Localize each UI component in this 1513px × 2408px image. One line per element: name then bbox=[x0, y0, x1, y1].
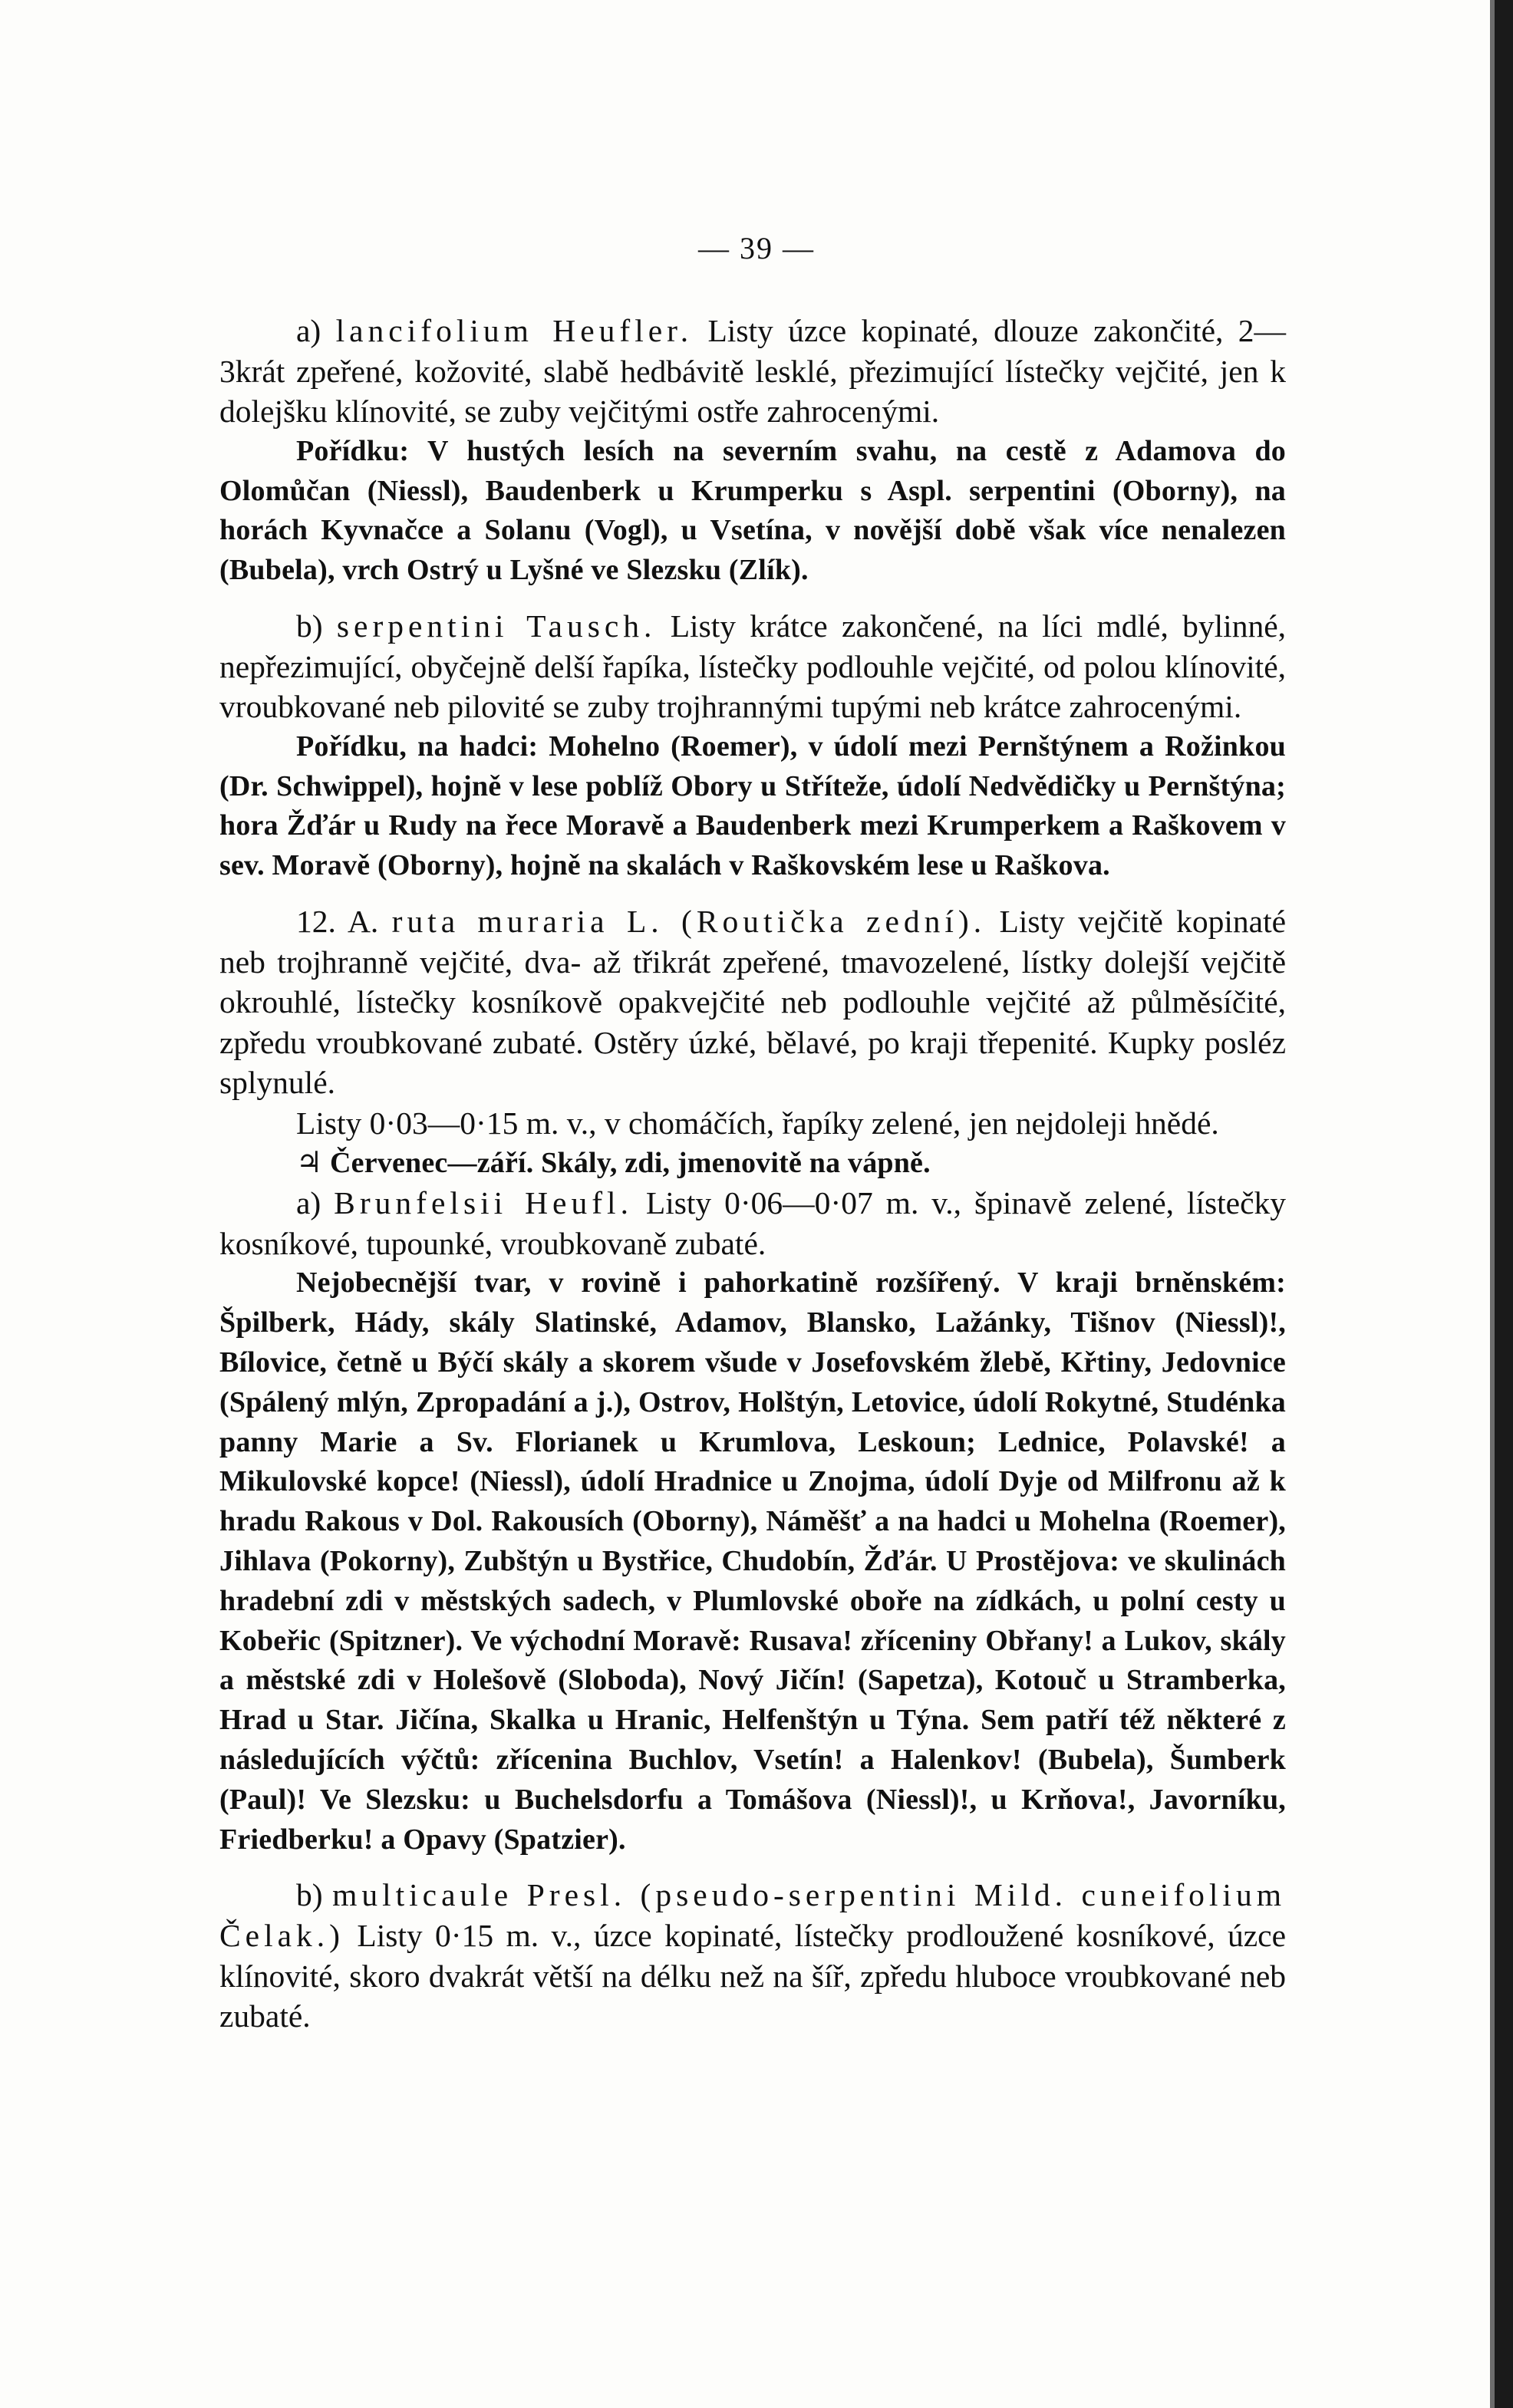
paragraph-lancifolium-localities: Pořídku: V hustých lesích na severním svahu, na cestě z Adamova do Olomůčan (Niessl), Baudenberk u Krumperku s Aspl. serpentini (Oborny), na horách Kyvnačce a Solanu (Vogl), u Vsetína, v novější době však více nenalezen (Bubela), vrch Ostrý u Lyšné ve Slezsku (Zlík). bbox=[219, 434, 1286, 587]
taxon-name: ruta muraria L. (Routička zední). bbox=[391, 903, 987, 939]
item-label: b) bbox=[296, 608, 323, 644]
paragraph-text: Listy 0·15 m. v., úzce kopinaté, lístečky prodloužené kosníkové, úzce klínovité, skoro dvakrát větší na délku než na šíř, zpředu hluboce vroubkované neb zubaté. bbox=[219, 1918, 1287, 2034]
paragraph-ruta-season bbox=[219, 1144, 1286, 1184]
taxon-name: serpentini Tausch. bbox=[336, 608, 657, 644]
paragraph-text: Listy úzce kopinaté, dlouze zakončité, 2—3krát zpeřené, kožovité, slabě hedbávitě lesklé, přezimující lístečky vejčité, jen k dolejšku klínovité, se zuby vejčitými ostře zahrocenými. bbox=[219, 313, 1287, 430]
item-label: b) bbox=[296, 1877, 323, 1913]
paragraph-brunfelsii bbox=[219, 1183, 1286, 1263]
paragraph-serpentini bbox=[219, 606, 1286, 727]
text-body bbox=[219, 311, 1286, 2037]
paragraph-multicaule bbox=[219, 1875, 1286, 2036]
paragraph-ruta-muraria bbox=[219, 901, 1286, 1103]
paragraph-text: Červenec—září. Skály, zdi, jmenovitě na vápně. bbox=[329, 1146, 931, 1179]
taxon-name: multicaule Presl. (pseudo-serpentini Mild. cuneifolium Čelak.) bbox=[219, 1877, 1286, 1954]
paragraph-lancifolium bbox=[219, 311, 1286, 432]
item-label: a) bbox=[296, 313, 321, 348]
taxon-name: lancifolium Heufler. bbox=[335, 313, 694, 348]
taxon-name: Brunfelsii Heufl. bbox=[334, 1185, 633, 1221]
paragraph-ruta-size: Listy 0·03—0·15 m. v., v chomáčích, řapíky zelené, jen nejdoleji hnědé. bbox=[296, 1105, 1219, 1141]
paragraph-text: Listy vejčitě kopinaté neb trojhranně vejčité, dva- až třikrát zpeřené, tmavozelené, lístky dolejší vejčitě okrouhlé, lístečky kosníkově opakvejčité neb podlouhle vejčité až půlměsíčité, zpředu vroubkované zubaté. Ostěry úzké, bělavé, po kraji třepenité. Kupky posléz splynulé. bbox=[219, 903, 1287, 1101]
paragraph-serpentini-localities: Pořídku, na hadci: Mohelno (Roemer), v údolí mezi Pernštýnem a Rožinkou (Dr. Schwippel), hojně v lese poblíž Obory u Stříteže, údolí Nedvědičky u Pernštýna; hora Žďár u Rudy na řece Moravě a Baudenberk mezi Krumperkem a Raškovem v sev. Moravě (Oborny), hojně na skalách v Raškovském lese u Raškova. bbox=[219, 730, 1286, 882]
paragraph-text: Listy krátce zakončené, na líci mdlé, bylinné, nepřezimující, obyčejně delší řapíka, lístečky podlouhle vejčité, od polou klínovité, vroubkované neb pilovité se zuby trojhrannými tupými neb krátce zahrocenými. bbox=[219, 608, 1286, 725]
item-label: a) bbox=[296, 1185, 321, 1221]
paragraph-text: Listy 0·06—0·07 m. v., špinavě zelené, lístečky kosníkové, tupounké, vroubkovaně zubaté. bbox=[219, 1185, 1286, 1261]
paragraph-brunfelsii-localities: Nejobecnější tvar, v rovině i pahorkatině rozšířený. V kraji brněnském: Špilberk, Hády, skály Slatinské, Adamov, Blansko, Lažánky, Tišnov (Niessl)!, Bílovice, četně u Býčí skály a skorem všude v Josefovském žlebě, Křtiny, Jedovnice (Spálený mlýn, Zpropadání a j.), Ostrov, Holštýn, Letovice, údolí Rokytné, Studénka panny Marie a Sv. Florianek u Krumlova, Leskoun; Lednice, Polavské! a Mikulovské kopce! (Niessl), údolí Hradnice u Znojma, údolí Dyje od Milfronu až k hradu Rakous v Dol. Rakousích (Oborny), Náměšť a na hadci u Mohelna (Roemer), Jihlava (Pokorny), Zubštýn u Bystřice, Chudobín, Žďár. U Prostějova: ve skulinách hradební zdi v městských sadech, v Plumlovské oboře na zídkách, u polní cesty u Kobeřic (Spitzner). Ve východní Moravě: Rusava! zříceniny Obřany! a Lukov, skály a městské zdi v Holešově (Sloboda), Nový Jičín! (Sapetza), Kotouč u Stramberka, Hrad u Star. Jičína, Skalka u Hranic, Helfenštýn u Týna. Sem patří též některé z následujících výčtů: zřícenina Buchlov, Vsetín! a Halenkov! (Bubela), Šumberk (Paul)! Ve Slezsku: u Buchelsdorfu a Tomášova (Niessl)!, u Krňova!, Javorníku, Friedberku! a Opavy (Spatzier). bbox=[219, 1267, 1286, 1856]
scan-edge bbox=[1495, 0, 1513, 2408]
page-number: — 39 — bbox=[698, 231, 815, 265]
item-label: 12. A. bbox=[296, 903, 379, 939]
perennial-symbol: ♃ bbox=[296, 1146, 323, 1179]
